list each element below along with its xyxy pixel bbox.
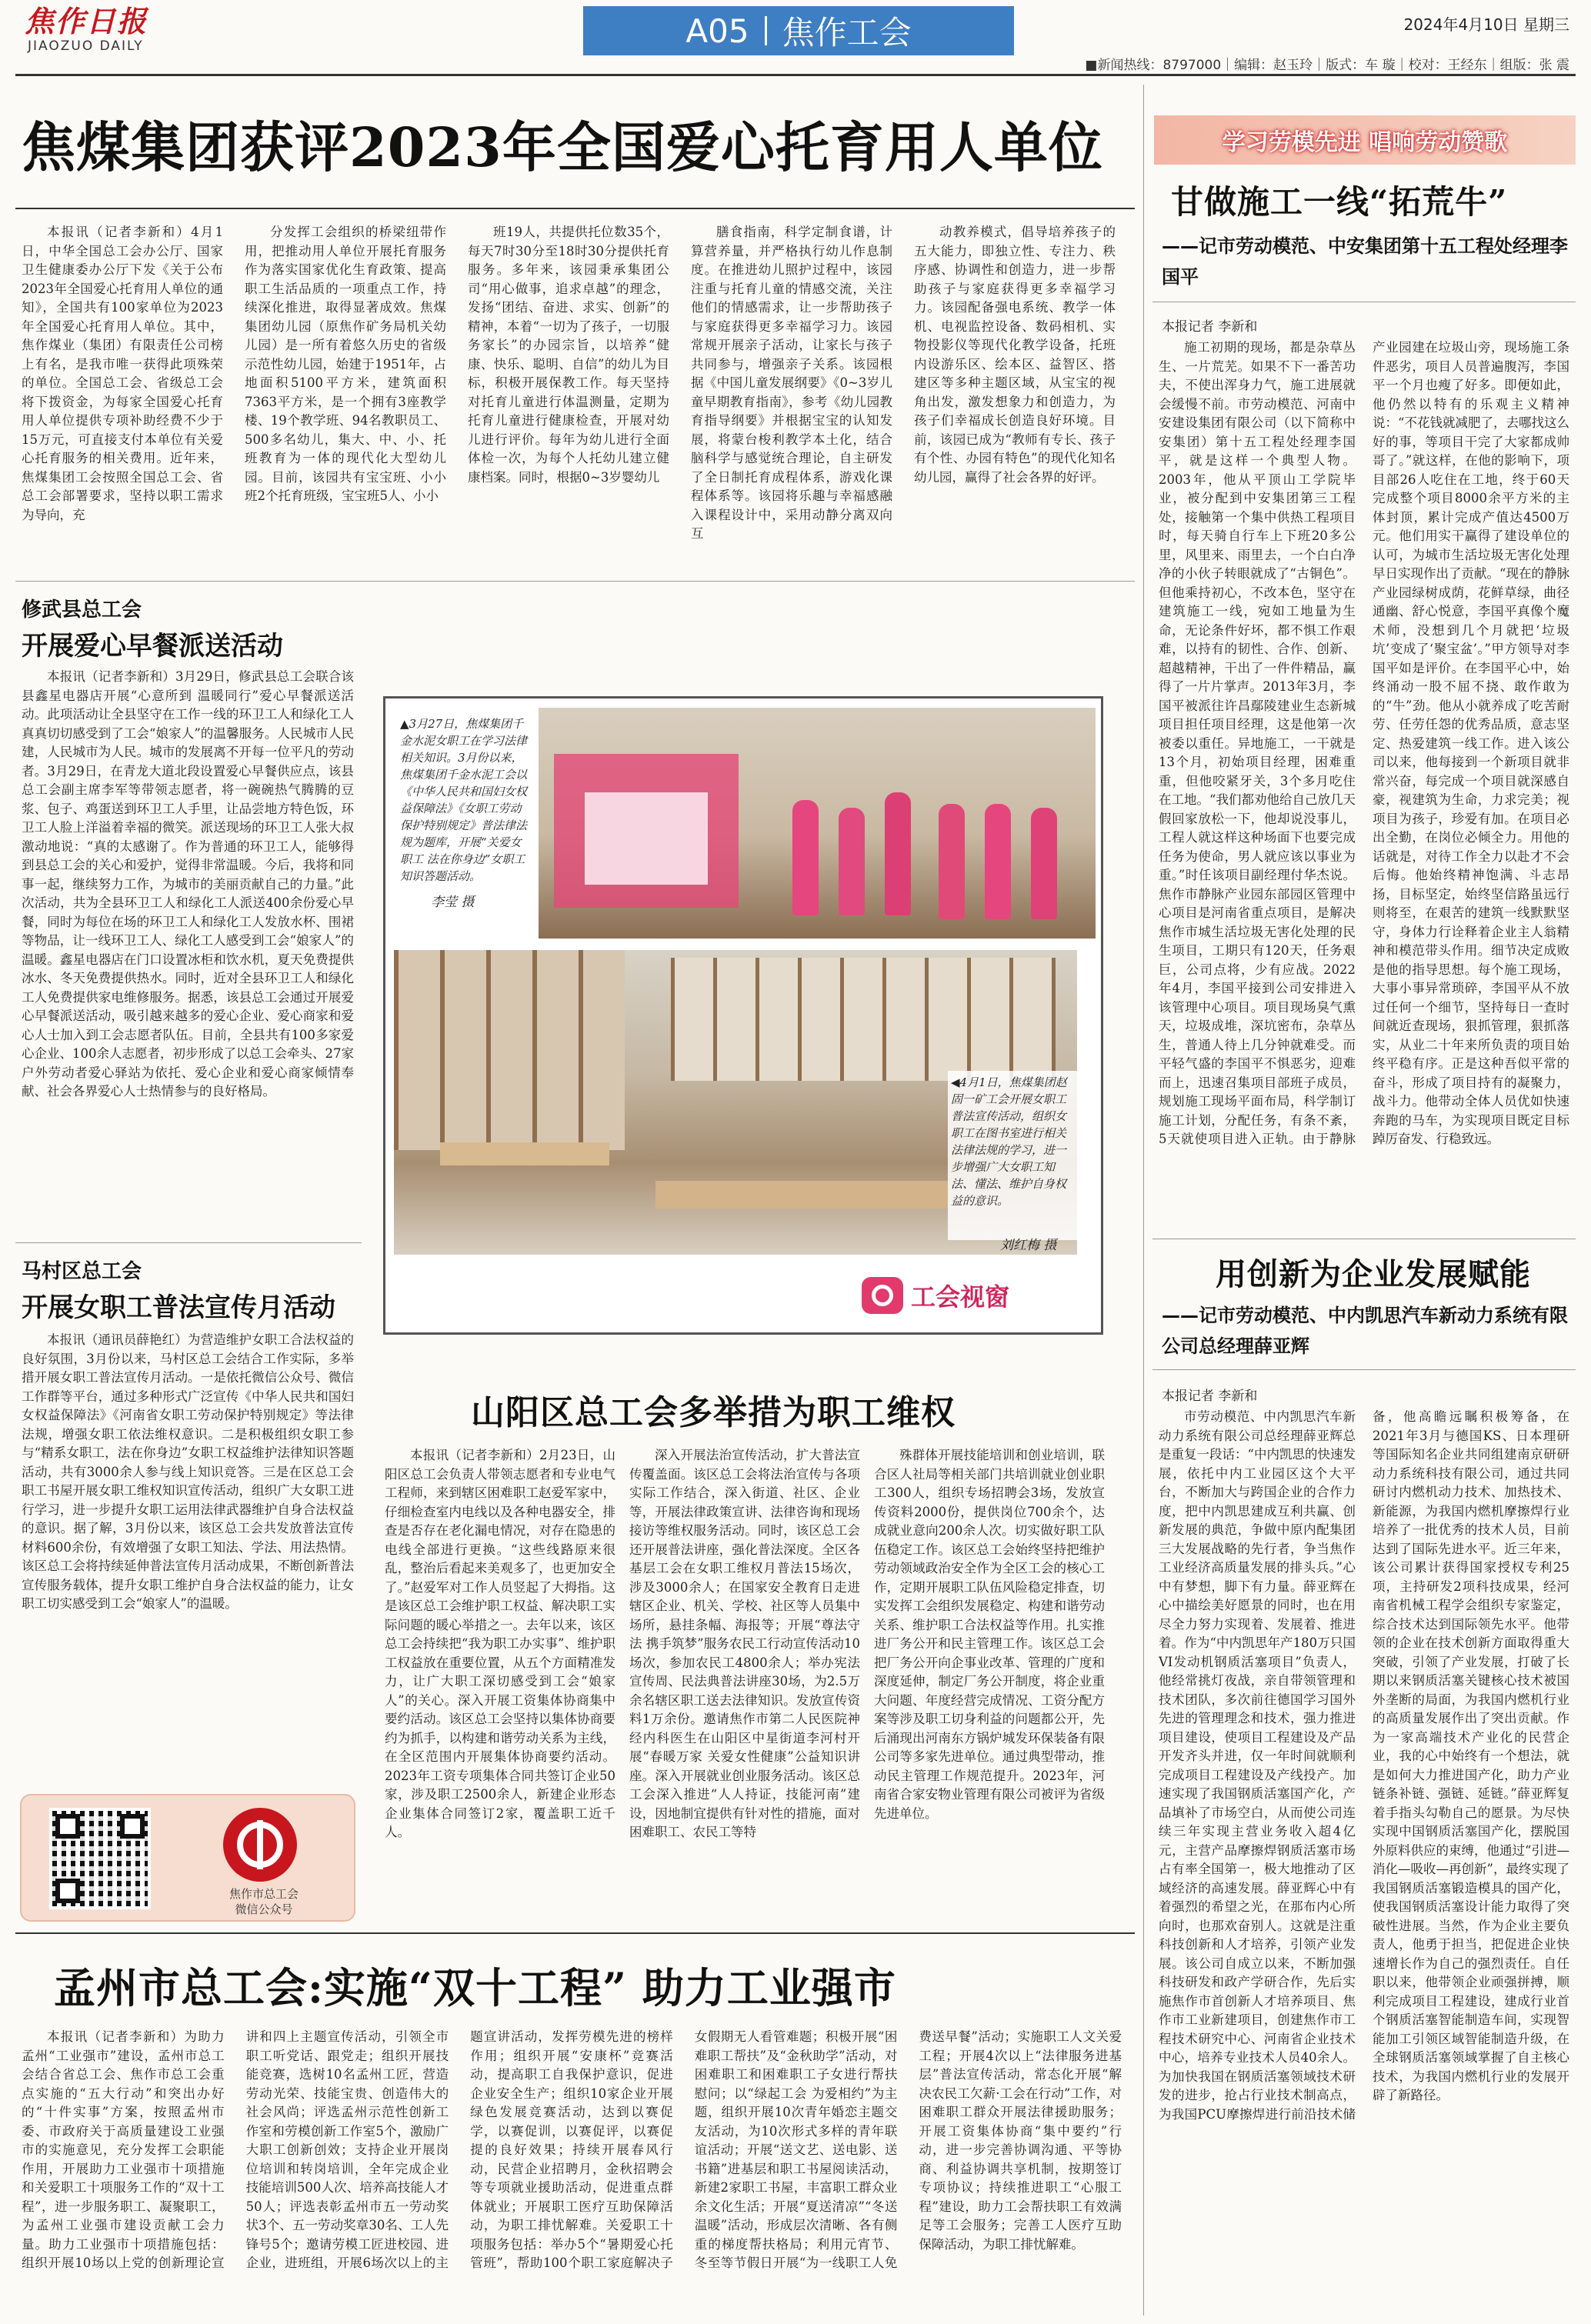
lead-bottom-rule (15, 581, 1135, 582)
logo-text: 焦作日报 (25, 4, 148, 38)
photo-women-workers (539, 708, 1096, 939)
photo1-caption: ▲3月27日，焦煤集团千金水泥女职工在学习法律相关知识。3月份以来，焦煤集团千金水泥工会以《中华人民共和国妇女权益保障法》《女职工劳动保护特别规定》普法律法规为题库，开展“关爱女职工 法在你身边”女职工知识答题活动。 (400, 717, 528, 883)
section-name: 焦作工会 (782, 14, 912, 52)
rail-divider (1143, 85, 1144, 2316)
lead-col-5: 动教养模式，倡导培养孩子的五大能力，即独立性、专注力、秩序感、协调性和创造力，进一步帮助孩子与家庭获得更多幸福学习力。该园配备强电系统、教学一体机、电视监控设备、数码相机、实物投影仪等现代化教学设备，托班内设游乐区、绘本区、益智区、搭建区等多种主题区域，从宝宝的视角出发，激发想象力和创造力，为孩子们幸福成长创造良好环境。目前，该园已成为“教师有专长、孩子有个性、办园有特色”的现代化知名幼儿园，赢得了社会各界的好评。 (914, 225, 1116, 485)
union-emblem-icon (223, 1808, 297, 1882)
a1-body: 施工初期的现场，都是杂草丛生、一片荒芜。如果不下一番苦功夫，不使出浑身力气，施工进展就会缓慢不前。市劳动模范、河南中安建设集团有限公司（以下简称中安集团）第十五工程处经理李国平，就是这样一个典型人物。2003年，他从平顶山工学院毕业，被分配到中安集团第三工程处，接触第一个集中供热工程项目时，每天骑自行车上下班20多公里，风里来、雨里去，一个白白净净的小伙子转眼就成了“古铜色”。但他乘持初心，不改本色，坚守在建筑施工一线，宛如工地量为生命，无论条件好坏，都不惧工作艰难，以持有的韧性、合作、创新、超越精神，干出了一件件精品，赢得了一片片掌声。2013年3月，李国平被派往许昌鄢陵建业生态新城项目担任项目经理，这是他第一次被委以重任。异地施工，一干就是13个月，初始项目经理，困难重重，但他咬紧牙关，3个多月吃住在工地。“我们都劝他给自己放几天假回家放松一下，他却说没事儿，工程人就这样这种场面下也要完成任务为使命，男人就应该以事业为重。”时任该项目副经理付华杰说。焦作市静脉产业园东部园区管理中心项目是河南省重点项目，是解决焦作市城生活垃圾无害化处理的民生项目，工期只有120天，任务艰巨，公司点将，少有应战。2022年4月，李国平接到公司安排进入该管理中心项目。项目现场臭气熏天，垃圾成堆，深坑密布，杂草丛生，普通人待上几分钟就难受。而平轻气盛的李国平不惧恶劣，迎难而上，迅速召集项目部班子成员，规划施工现场平面布局，科学制订施工计划，分配任务，有条不紊，5天就使项目进入正轨。由于静脉产业园建在垃圾山旁，现场施工条件恶劣，项目人员普遍腹泻，李国平一个月也瘦了好多。即便如此，他仍然以特有的乐观主义精神说：“不花钱就减肥了，去哪找这么好的事，等项目干完了大家都成帅哥了。”就这样，在他的影响下，项目部26人吃住在工地，终于60天完成整个项目8000余平方米的主体封顶，累计完成产值达4500万元。他们用实干赢得了建设单位的认可，为城市生活垃圾无害化处理早日实现作出了贡献。“现在的静脉产业园绿树成荫，花鲜草绿，曲径通幽、舒心悦意，李国平真像个魔术师，没想到几个月就把‘垃圾坑’变成了‘聚宝盆’。”甲方领导对李国平如是评价。在李国平心中，始终涌动一股不屈不挠、敢作敢为的“牛”劲。他从小就养成了吃苦耐劳、任劳任怨的优秀品质，意志坚定、热爱建筑一线工作。进入该公司以来，他每接到一个新项目就非常兴奋，每完成一个项目就深感自豪，视建筑为生命，力求完美；视项目为孩子，珍爱有加。在项目必出全勤，在岗位必倾全力。用他的话就是，对待工作全力以赴才不会后悔。他始终精神饱满、斗志昂扬，目标坚定，始终坚信路虽远行则将至，在艰苦的建筑一线默默坚守，身体力行诠释着企业主人翁精神和模范带头作用。细节决定成败是他的指导思想。每个施工现场，大事小事异常琐碎，李国平从不放过任何一个细节，坚持每日一查时间就近查现场，狠抓管理，狠抓落实，从业二十年来所负责的项目始终平稳有序。正是这种吾似平常的奋斗，形成了项目持有的凝聚力，战斗力。他带动全体人员优如快速奔跑的马车，为实现项目既定目标踔厉奋发、行稳致远。 (1159, 340, 1569, 1146)
xiuwu-body: 本报讯（记者李新和）3月29日，修武县总工会联合该县鑫星电器店开展“心意所到 温暖同行”爱心早餐派送活动。此项活动让全县坚守在工作一线的环卫工人和绿化工人真真切切感受到了工会“娘家人”的温馨服务。人民城市人民建，人民城市为人民。城市的发展离不开每一位平凡的劳动者。3月29日，在青龙大道北段设置爱心早餐供应点，该县总工会副主席李军等带领志愿者，将一碗碗热气腾腾的豆浆、包子、鸡蛋送到环卫工人手里，让品尝地方特色饭，环卫工人脸上洋溢着幸福的微笑。派送现场的环卫工人张大叔激动地说：“真的太感谢了。作为普通的环卫工人，能够得到县总工会的关心和爱护，觉得非常温暖。今后，我将和同事一起，继续努力工作，为城市的美丽贡献自己的力量。”此次活动，共为全县环卫工人和绿化工人派送400余份爱心早餐，同时为每位在场的环卫工人和绿化工人发放水杯、围裙等物品，让一线环卫工人、绿化工人感受到工会“娘家人”的温暖。鑫星电器店在门口设置冰柜和饮水机，夏天免费提供冰水、冬天免费提供热水。同时，近对全县环卫工人和绿化工人免费提供家电维修服务。据悉，该县总工会通过开展爱心早餐派送活动，吸引越来越多的爱心企业、爱心商家和爱心人士加入到工会志愿者队伍。目前，全县共有100多家爱心企业、100余人志愿者，初步形成了以总工会牵头、27家户外劳动者爱心驿站为依托、爱心企业和爱心商家倾情奉献、社会各界爱心人士热情参与的良好格局。 (22, 669, 354, 1099)
rail-banner-text: 学习劳模先进 唱响劳动赞歌 (1222, 129, 1508, 156)
union-wechat-box (20, 1794, 355, 1922)
window-stamp-text: 工会视窗 (911, 1282, 1010, 1312)
shanyang-headline: 山阳区总工会多举措为职工维权 (471, 1393, 956, 1432)
qr-code[interactable] (52, 1811, 148, 1906)
a2-body: 市劳动模范、中内凯思汽车新动力系统有限公司总经理薛亚辉总是重复一段话：“中内凯思的快速发展，依托中内工业园区这个大平台，不断加大与跨国企业的合作力度，把中内凯思建成互利共赢、创新发展的典范，争做中原内配集团三大发展战略的先行者，争当焦作工业经济高质量发展的排头兵。”心中有梦想，脚下有力量。薛亚辉在心中描绘美好愿景的同时，也在用尽全力努力实现着、发展着、推进着。作为“中内凯思年产180万只国VI发动机钢质活塞项目”负责人，他经常挑灯夜战，亲自带领管理和技术团队，多次前往德国学习国外先进的管理理念和技术，强力推进项目建设，使项目工程建设及产品开发齐头并进，仅一年时间就顺利完成项目工程建设及产线投产。加速实现了我国钢质活塞国产化，产品填补了市场空白，从而使公司连续三年实现主营业务收入超4亿元，主营产品摩擦焊钢质活塞市场占有率全国第一，极大地推动了区域经济的高速发展。薛亚辉心中有着强烈的希望之光，在那布内心所向时，也那欢奋别人。这就是注重科技创新和人才培养，引领产业发展。该公司自成立以来，不断加强科技研发和政产学研合作，先后实施焦作市首创新人才培养项目、焦作市工业新建项目，创建焦作市工程技术研究中心、河南省企业技术中心，培养专业技术人员40余人。为加快我国在钢质活塞领域技术研发的进步，抢占行业技术制高点，为我国PCU摩擦焊进行前沿技术储备，他高瞻远瞩积极筹备，在2021年3月与德国KS、日本理研等国际知名企业共同组建南京研研动力系统科技有限公司，通过共同研讨内燃机动力技术、加热技术、新能源，为我国内燃机摩擦焊行业培养了一批优秀的技术人员，目前达到了国际先进水平。近三年来，该公司累计获得国家授权专利25项，主持研发2项科技成果，经河南省机械工程学会组织专家鉴定，综合技术达到国际领先水平。他带领的企业在技术创新方面取得重大突破，引领了产业发展，打破了长期以来钢质活塞关键核心技术被国外垄断的局面，为我国内燃机行业的高质量发展作出了突出贡献。作为一家高端技术产业化的民营企业，我的心中始终有一个想法，就是如何大力推进国产化，助力产业链条补链、强链、延链。”薛亚辉复着手指头勾勒自己的愿景。为尽快实现中国钢质活塞国产化，摆脱国外原料供应的束缚，他通过“引进—消化—吸收—再创新”，最终实现了我国钢质活塞锻造模具的国产化，使我国钢质活塞设计能力取得了突破性进展。当然，作为企业主要负责人，他勇于担当，把促进企业快速增长作为自己的强烈责任。自任职以来，他带领企业顽强拼搏，顺利完成项目工程建设，建成行业首个钢质活塞智能制造车间，实现智能加工引领区域智能制造升级，在全球钢质活塞领域掌握了自主核心技术，为我国内燃机行业的发展开辟了新路径。 (1159, 1409, 1569, 2122)
lead-col-3: 班19人，共提供托位数35个，每天7时30分至18时30分提供托育服务。多年来，该园秉承集团公司“用心做事，追求卓越”的理念，发扬“团结、奋进、求实、创新”的精神，本着“一切为了孩子，一切服务家长”的办园宗旨，以培养“健康、快乐、聪明、自信”的幼儿为目标，积极开展保教工作。每天坚持对托育儿童进行体温测量，定期为托育儿童进行健康检查，开展对幼儿进行评价。每年为幼儿进行全面体检一次，为每个人托幼儿建立健康档案。同时，根据0~3岁婴幼儿 (468, 225, 669, 485)
a1-headline: 甘做施工一线“拓荒牛” (1171, 183, 1508, 221)
a1-byline: 本报记者 李新和 (1162, 319, 1258, 335)
a2-headline: 用创新为企业发展赋能 (1216, 1256, 1531, 1292)
issue-date: 2024年4月10日 星期三 (1403, 15, 1569, 34)
macun-body: 本报讯（通讯员薛艳红）为营造维护女职工合法权益的良好氛围，3月份以来，马村区总工会结合工作实际，多举措开展女职工普法宣传月活动。一是依托微信公众号、微信工作群等平台，通过多种形式广泛宣传《中华人民共和国妇女权益保障法》《河南省女职工劳动保护特别规定》等法律法规，增强女职工依法维权意识。二是积极组织女职工参与“精系女职工，法在你身边”女职工权益维护法律知识答题活动，共有3000余人参与线上知识竞答。三是在区总工会职工书屋开展女职工维权知识宣传活动，组织广大女职工进行学习，进一步提升女职工运用法律武器维护自身合法权益的意识。据了解，3月份以来，该区总工会共发放普法宣传材料600余份，有效增强了女职工知法、学法、用法热情。该区总工会将持续延伸普法宣传月活动成果，不断创新普法宣传服务载体，提升女职工维护自身合法权益的能力，让女职工切实感受到工会“娘家人”的温暖。 (22, 1332, 354, 1611)
shanyang-col-3: 殊群体开展技能培训和创业培训，联合区人社局等相关部门共培训就业创业职工300人，组织专场招聘会3场，发放宣传资料2000份，提供岗位700余个，达成就业意向200余人次。切实做好职工队伍稳定工作。该区总工会始终坚持把维护劳动领域政治安全作为全区工会的核心工作，定期开展职工队伍风险稳定排查，切实发挥工会组织发展稳定、构建和谐劳动关系、维护职工合法权益等作用。扎实推进厂务公开和民主管理工作。该区总工会把厂务公开向企事业改革、管理的广度和深度延伸，制定厂务公开制度，将企业重大问题、年度经营完成情况、工资分配方案等涉及职工切身利益的问题都公开，先后涌现出河南东方锅炉城发环保装备有限公司等多家先进单位。通过典型带动，推动民主管理工作规范提升。2023年，河南省合家安物业管理有限公司被评为省级先进单位。 (874, 1448, 1105, 1821)
wechat-caption: 焦作市总工会 微信公众号 (228, 1887, 299, 1916)
editorial-credits: ■新闻热线：8797000｜编辑：赵玉玲｜版式：车 璇｜校对：王经东｜组版：张 震 (1085, 58, 1569, 73)
page-number: A05 (685, 12, 749, 50)
photo2-credit: 刘红梅 摄 (1000, 1238, 1057, 1253)
photo1-credit: 李莹 摄 (431, 895, 475, 910)
lead-col-4: 膳食指南，科学定制食谱，计算营养量，并严格执行幼儿作息制度。在推进幼儿照护过程中，该园注重与托育儿童的情感交流，关注他们的情感需求，让一步帮助孩子与家庭获得更多幸福学习力。该园常规开展亲子活动，让家长与孩子共同参与，增强亲子关系。该园根据《中国儿童发展纲要》《0~3岁儿童早期教育指南》，参考《幼儿园教育指导纲要》并根据宝宝的认知发展，将蒙台梭利教学本土化，结合脑科学与感觉统合理论，自主研发了全日制托育成程体系，游戏化课程体系等。该园将乐趣与幸福感融入课程设计中，采用动静分离双向互 (691, 225, 892, 541)
window-stamp (862, 1277, 1009, 1314)
lead-col-2: 分发挥工会组织的桥梁纽带作用，把推动用人单位开展托育服务作为落实国家优化生育政策、提高职工生活品质的一项重点工作，持续深化推进，取得显著成效。焦煤集团幼儿园（原焦作矿务局机关幼儿园）是一所有着悠久历史的省级示范性幼儿园，始建于1951年，占地面积5100平方米，建筑面积7363平方米，是一个拥有3座教学楼、19个教学班、94名教职员工、500多名幼儿，集大、中、小、托班教育为一体的现代化大型幼儿园。目前，该园共有宝宝班、小小班2个托育班级，宝宝班5人、小小 (245, 225, 446, 503)
a2-byline: 本报记者 李新和 (1162, 1389, 1258, 1404)
a2-rule (1152, 1369, 1576, 1370)
shanyang-col-1: 本报讯（记者李新和）2月23日，山阳区总工会负责人带领志愿者和专业电气工程师，来到辖区困难职工赵爱军家中，仔细检查室内电线以及各种电器安全，排查是否存在老化漏电情况，对存在隐患的电线全部进行更换。“这些线路原来很乱，整治后看起来美观多了，也更加安全了。”赵爱军对工作人员竖起了大拇指。这是该区总工会维护职工权益、解决职工实际问题的暖心举措之一。去年以来，该区总工会持续把“我为职工办实事”、维护职工权益放在重要位置，从五个方面精准发力，让广大职工深切感受到工会“娘家人”的关心。深入开展工资集体协商集中要约活动。该区总工会坚持以集体协商要约为抓手，以构建和谐劳动关系为主线，在全区范围内开展集体协商要约活动。2023年工资专项集体合同共签订企业50家，涉及职工2500余人，新建企业形态企业集体合同签订2家，覆盖职工近千人。 (385, 1448, 615, 1839)
masthead-rule (15, 74, 1576, 76)
mengzhou-headline: 孟州市总工会:实施“双十工程” 助力工业强市 (54, 1963, 896, 2012)
macun-kicker: 马村区总工会 (22, 1260, 142, 1283)
mengzhou-body: 本报讯（记者李新和）为助力孟州“工业强市”建设，孟州市总工会结合省总工会、焦作市总工会重点实施的“五大行动”和突出办好的“十件实事”方案，按照孟州市委、市政府关于高质量建设工业强市的实施意见，充分发挥工会职能作用，开展助力工业强市十项措施和关爱职工十项服务工作的“双十工程”，进一步服务职工、凝聚职工，为孟州工业强市建设贡献工会力量。助力工业强市十项措施包括：组织开展10场以上党的创新理论宣讲和四上主题宣传活动，引领全市职工听党话、跟党走；组织开展技能竞赛，选树10名孟州工匠，营造劳动光荣、技能宝贵、创造伟大的社会风尚；评选孟州示范性创新工作室和劳模创新工作室5个，激励广大职工创新创效；支持企业开展岗位培训和转岗培训，全年完成企业技能培训500人次、培养高技能人才50人；评选表彰孟州市五一劳动奖状3个、五一劳动奖章30名、工人先锋号5个；邀请劳模工匠进校园、进企业，进班组，开展6场次以上的主题宣讲活动，发挥劳模先进的榜样作用；组织开展“安康杯”竞赛活动，提高职工自我保护意识，促进企业安全生产；组织10家企业开展绿色发展竞赛活动，达到以赛促学，以赛促训，以赛促评，以赛促提的良好效果；持续开展春风行动，民营企业招聘月，金秋招聘会等专项就业援助活动，促进重点群体就业；开展职工医疗互助保障活动，为职工排忧解难。关爱职工十项服务包括：举办5个“暑期爱心托管班”，帮助100个职工家庭解决子女假期无人看管难题；积极开展“困难职工帮扶”及“金秋助学”活动，对困难职工和困难职工子女进行帮扶慰问；以“绿起工会 为爱相约”为主题，组织开展10次青年婚恋主题交友活动，为10次形式多样的青年联谊活动；开展“送文艺、送电影、送书籍”进基层和职工书屋阅读活动，新建2家职工书屋，丰富职工群众业余文化生活；开展“夏送清凉”“冬送温暖”活动，形成层次清晰、各有侧重的梯度帮扶格局；利用元宵节、冬至等节假日开展“为一线职工人免费送早餐”活动；实施职工人文关爱工程；开展4次以上“法律服务进基层”普法宣传活动，常态化开展“解决农民工欠薪·工会在行动”工作，对困难职工群众开展法律援助服务；开展工资集体协商“集中要约”行动，进一步完善协调沟通、平等协商、利益协调共享机制，按期签订专项协议；持续推进职工“心服工程”建设，助力工会帮扶职工有效满足等工会服务；完善工人医疗互助保障活动，为职工排忧解难。 (22, 2029, 1122, 2270)
logo-subtitle: JIAOZUO DAILY (28, 38, 144, 54)
page-tab (583, 6, 1014, 55)
masthead-logo (25, 5, 178, 65)
mengzhou-top-rule (15, 1932, 1135, 1934)
lead-headline: 焦煤集团获评2023年全国爱心托育用人单位 (22, 115, 1103, 179)
macun-headline: 开展女职工普法宣传月活动 (22, 1292, 335, 1323)
rail-banner (1154, 115, 1576, 165)
macun-top-rule (15, 1242, 362, 1243)
lead-rule (15, 208, 1135, 209)
camera-icon (862, 1277, 903, 1314)
shanyang-col-2: 深入开展法治宣传活动，扩大普法宣传覆盖面。该区总工会将法治宣传与各项实际工作结合，深入街道、社区、企业等，开展法律政策宣讲、法律咨询和现场接访等维权服务活动。同时，该区总工会还开展普法讲座，强化普法深度。全区各基层工会在女职工维权月普法15场次，涉及3000余人；在国家安全教育日走进辖区企业、机关、学校、社区等人员集中场所，悬挂条幅、海报等；开展“尊法守法 携手筑梦”服务农民工行动宣传活动10场次，参加农民工4800余人；举办宪法宣传周、民法典普法讲座30场，为2.5万余名辖区职工送去法律知识。发放宣传资料1万余份。邀请焦作市第二人民医院神经内科医生在山阳区中星街道李河村开展“春暖万家 关爱女性健康”公益知识讲座。深入开展就业创业服务活动。该区总工会深入推进“人人持证，技能河南”建设，因地制宜提供有针对性的措施，面对困难职工、农民工等特 (629, 1448, 860, 1839)
photo2-caption: ◀4月1日，焦煤集团赵固一矿工会开展女职工普法宣传活动，组织女职工在图书室进行相关法律法规的学习，进一步增强广大女职工知法、懂法、维护自身权益的意识。 (948, 1071, 1079, 1240)
xiuwu-kicker: 修武县总工会 (22, 599, 142, 622)
xiuwu-headline: 开展爱心早餐派送活动 (22, 631, 283, 662)
a2-subtitle: ——记市劳动模范、中内凯思汽车新动力系统有限公司总经理薛亚辉 (1162, 1305, 1568, 1357)
lead-col-1: 本报讯（记者李新和）4月1日，中华全国总工会办公厅、国家卫生健康委办公厅下发《关于公布2023年全国爱心托育用人单位的通知》，全国共有100家单位为2023年全国爱心托育用人单位。其中，焦作煤业（集团）有限责任公司榜上有名，是我市唯一获得此项殊荣的单位。全国总工会、省级总工会将下拨资金，为每家全国爱心托育用人单位提供专项补助经费不少于15万元，可直接支付本单位有关爱心托育服务的相关费用。近年来，焦煤集团工会按照全国总工会、省总工会部署要求，坚持以职工需求为导向，充 (22, 225, 223, 522)
a1-subtitle: ——记市劳动模范、中安集团第十五工程处经理李国平 (1162, 235, 1568, 288)
